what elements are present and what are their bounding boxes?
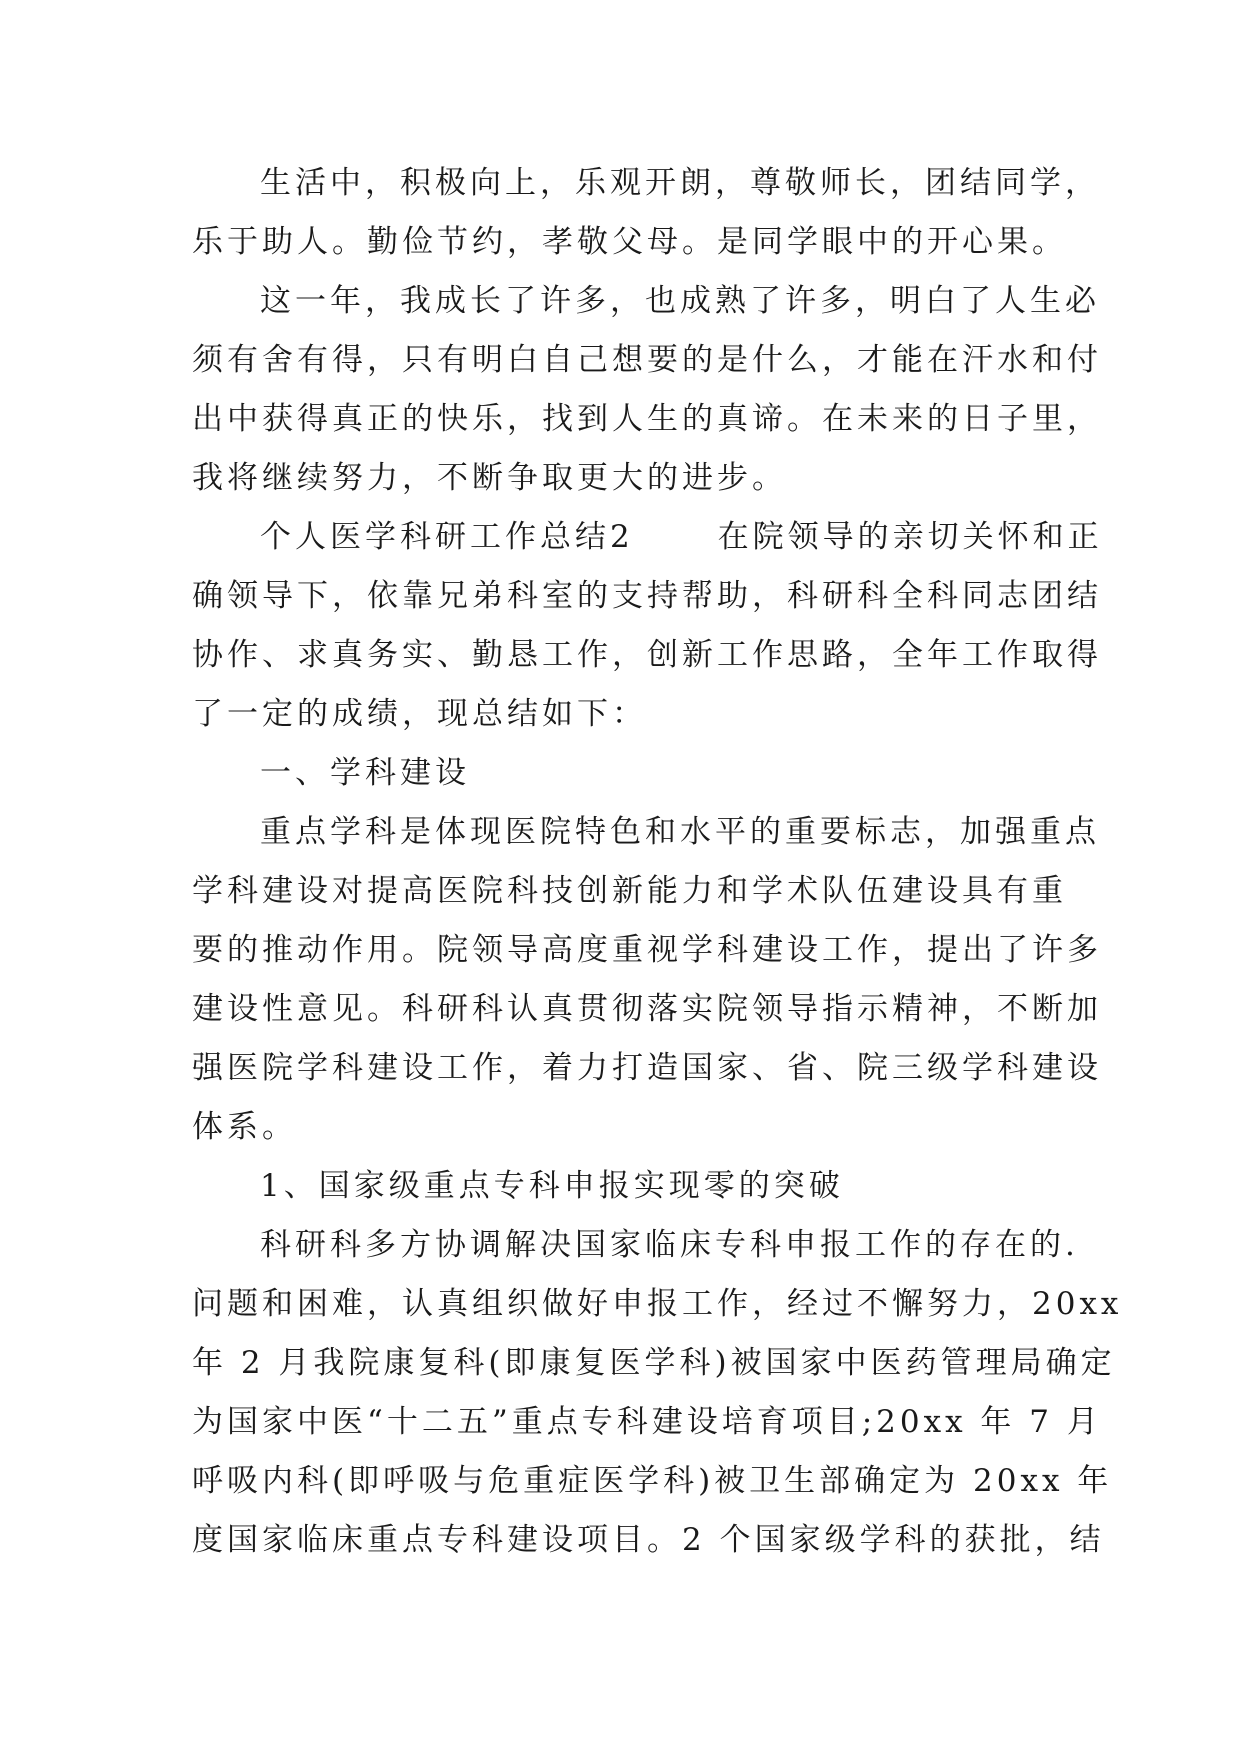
text-line: 科研科多方协调解决国家临床专科申报工作的存在的. — [260, 1227, 1079, 1263]
text-line: 体系。 — [192, 1109, 297, 1145]
text-line: 个人医学科研工作总结2 在院领导的亲切关怀和正 — [260, 519, 1103, 555]
text-line: 一、学科建设 — [260, 755, 470, 791]
text-line: 确领导下，依靠兄弟科室的支持帮助，科研科全科同志团结 — [192, 578, 1102, 614]
text-line: 1、国家级重点专科申报实现零的突破 — [260, 1168, 844, 1204]
text-line: 须有舍有得，只有明白自己想要的是什么，才能在汗水和付 — [192, 342, 1102, 378]
text-line: 呼吸内科(即呼吸与危重症医学科)被卫生部确定为 20xx 年 — [192, 1463, 1113, 1499]
text-line: 为国家中医“十二五”重点专科建设培育项目;20xx 年 7 月 — [192, 1404, 1102, 1440]
text-line: 出中获得真正的快乐，找到人生的真谛。在未来的日子里， — [192, 401, 1102, 437]
text-line: 问题和困难，认真组织做好申报工作，经过不懈努力，20xx — [192, 1286, 1123, 1322]
text-line: 重点学科是体现医院特色和水平的重要标志，加强重点 — [260, 814, 1100, 850]
text-line: 强医院学科建设工作，着力打造国家、省、院三级学科建设 — [192, 1050, 1102, 1086]
text-line: 年 2 月我院康复科(即康复医学科)被国家中医药管理局确定 — [192, 1345, 1116, 1381]
text-line: 学科建设对提高医院科技创新能力和学术队伍建设具有重 — [192, 873, 1067, 909]
text-line: 协作、求真务实、勤恳工作，创新工作思路，全年工作取得 — [192, 637, 1102, 673]
text-line: 乐于助人。勤俭节约，孝敬父母。是同学眼中的开心果。 — [192, 224, 1067, 260]
text-line: 我将继续努力，不断争取更大的进步。 — [192, 460, 787, 496]
document-body — [192, 154, 1123, 1570]
text-line: 生活中，积极向上，乐观开朗，尊敬师长，团结同学， — [260, 165, 1100, 201]
text-line: 要的推动作用。院领导高度重视学科建设工作，提出了许多 — [192, 932, 1102, 968]
text-line: 度国家临床重点专科建设项目。2 个国家级学科的获批，结 — [192, 1522, 1105, 1558]
text-line: 了一定的成绩，现总结如下： — [192, 696, 647, 732]
text-line: 这一年，我成长了许多，也成熟了许多，明白了人生必 — [260, 283, 1100, 319]
text-line: 建设性意见。科研科认真贯彻落实院领导指示精神，不断加 — [192, 991, 1102, 1027]
